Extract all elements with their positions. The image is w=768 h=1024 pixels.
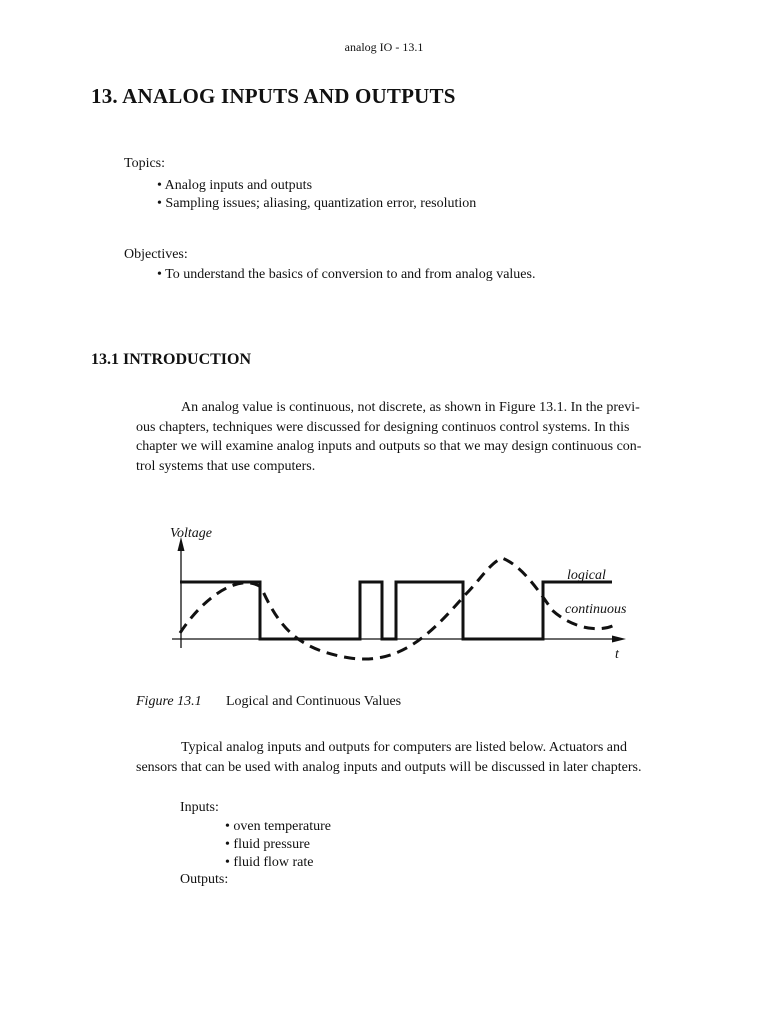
chapter-title: 13. ANALOG INPUTS AND OUTPUTS <box>91 84 456 108</box>
inputs-item: • fluid flow rate <box>225 855 314 870</box>
y-axis-label: Voltage <box>170 526 212 541</box>
logical-signal-line <box>180 582 612 639</box>
outputs-label: Outputs: <box>180 872 229 887</box>
typical-line: Typical analog inputs and outputs for computers are listed below. Actuators and <box>181 740 628 755</box>
intro-line: trol systems that use computers. <box>136 458 316 474</box>
topics-item: • Sampling issues; aliasing, quantization error, resolution <box>157 196 477 211</box>
objectives-item: • To understand the basics of conversion to and from analog values. <box>157 267 536 282</box>
inputs-item: • fluid pressure <box>225 837 310 852</box>
inputs-list <box>225 818 331 872</box>
inputs-item: • oven temperature <box>225 819 331 834</box>
typical-line: sensors that can be used with analog inputs and outputs will be discussed in later chapters. <box>136 759 642 775</box>
figure-caption <box>136 694 401 710</box>
section-title: 13.1 INTRODUCTION <box>91 351 252 368</box>
x-axis-arrow <box>612 636 626 643</box>
typical-paragraph <box>136 738 641 777</box>
intro-line: ous chapters, techniques were discussed for designing continuos control systems. In this <box>136 419 630 435</box>
topics-item: • Analog inputs and outputs <box>157 178 313 193</box>
topics-label: Topics: <box>124 156 166 171</box>
continuous-label: continuous <box>565 602 627 617</box>
continuous-signal-line <box>180 558 618 659</box>
intro-line: chapter we will examine analog inputs and outputs so that we may design continuous con- <box>136 439 642 454</box>
running-head: analog IO - 13.1 <box>344 40 424 54</box>
figure-number: Figure 13.1 <box>136 694 202 709</box>
logical-label: logical <box>567 568 606 583</box>
topics-list <box>157 177 476 213</box>
intro-paragraph <box>136 398 641 476</box>
figure-svg <box>160 515 640 675</box>
figure-logical-continuous <box>160 515 640 675</box>
objectives-list <box>157 266 535 284</box>
objectives-label: Objectives: <box>124 247 188 262</box>
intro-line: An analog value is continuous, not discrete, as shown in Figure 13.1. In the previ- <box>181 400 640 415</box>
x-axis-label: t <box>615 647 619 662</box>
inputs-label: Inputs: <box>180 800 219 815</box>
figure-caption-text: Logical and Continuous Values <box>226 694 402 709</box>
